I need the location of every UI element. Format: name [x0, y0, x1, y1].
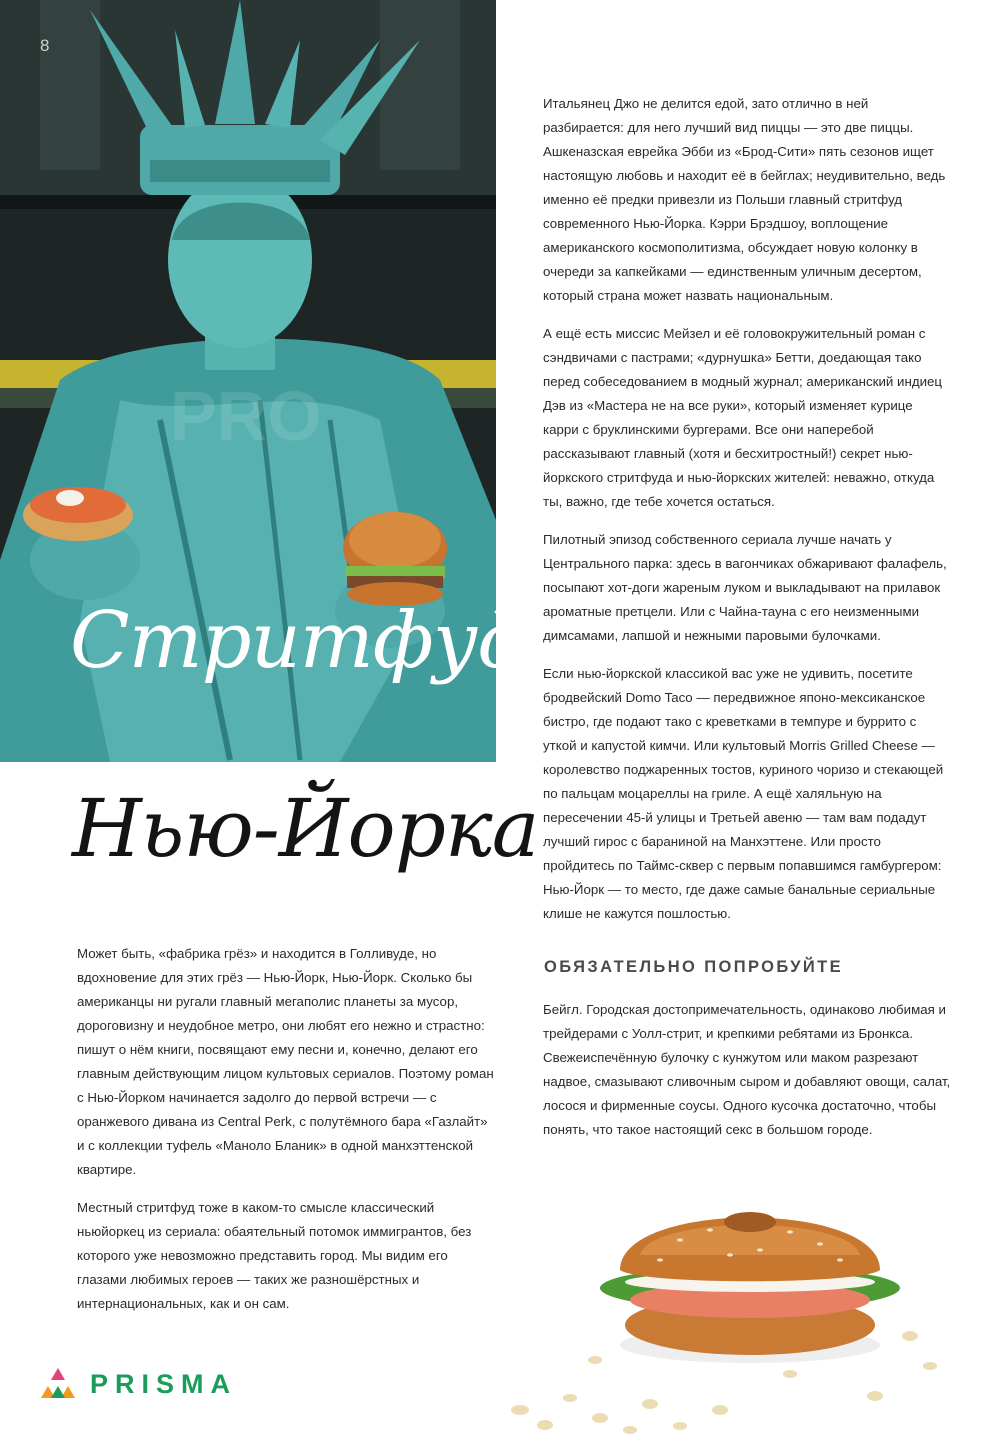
left-text-column: [77, 942, 497, 1330]
must-try-section: [543, 998, 953, 1156]
body-paragraph: Итальянец Джо не делится едой, зато отлично в ней разбирается: для него лучший вид пиццы — это две пиццы. Ашкеназская еврейка Эбби из «Брод-Сити» пять сезонов ищет настоящую любовь и находит её в бейглах; неудивительно, ведь именно её предки привезли из Польши главный стритфуд современного Нью-Йорка. Кэрри Брэдшоу, воплощение американского космополитизма, обсуждает новую колонку в очереди за капкейками — единственным уличным десертом, который страна может назвать национальным.: [543, 96, 946, 303]
headline-line-2: Нью-Йорка: [72, 782, 539, 875]
intro-paragraph: Местный стритфуд тоже в каком-то смысле классический ньюйоркец из сериала: обаятельный потомок иммигрантов, без которого уже невозможно представить город. Мы видим его глазами любимых героев — таких же разношёрстных и интернациональных, как и он сам.: [77, 1200, 472, 1311]
svg-text:PRO: PRO: [170, 377, 322, 455]
prisma-logo: [38, 1366, 268, 1402]
logo-wordmark: PRISMA: [90, 1369, 238, 1399]
body-paragraph: Пилотный эпизод собственного сериала лучше начать у Центрального парка: здесь в вагончиках обжаривают фалафель, посыпают хот-доги жареным луком и выкладывают на прилавок ароматные претцели. Или с Чайна-тауна с его неизменными димсамами, лапшой и нежными паровыми булочками.: [543, 532, 947, 643]
right-text-column: [543, 92, 948, 940]
sesame-seeds-decoration: [490, 1300, 1000, 1438]
prisma-triangles-icon: [38, 1366, 78, 1402]
body-paragraph: Если нью-йоркской классикой вас уже не удивить, посетите бродвейский Domo Taco — передвижное японо-мексиканское бистро, где подают тако с креветками в темпуре и буррито с уткой и капустой кимчи. Или культовый Morris Grilled Cheese — королевство поджаренных тостов, куриного чоризо и стекающей по пальцам моцареллы на гриле. А ещё халяльную на пересечении 45-й улицы и Третьей авеню — там вам подадут лучший гирос с бараниной на Манхэттене. Или просто пройдитесь по Таймс-сквер с первым попавшимся гамбургером: Нью-Йорк — то место, где даже самые банальные сериальные клише не кажутся пошлостью.: [543, 666, 944, 921]
page-number: 8: [40, 36, 51, 55]
intro-paragraph: Может быть, «фабрика грёз» и находится в Голливуде, но вдохновение для этих грёз — Нью-Йорк, Нью-Йорк. Сколько бы американцы ни ругали главный мегаполис планеты за мусор, дороговизну и неудобное метро, они любят его нежно и страстно: пишут о нём книги, посвящают ему песни и, конечно, делают его главным действующим лицом культовых сериалов. Поэтому роман с Нью-Йорком начинается задолго до первой встречи — с оранжевого дивана из Central Perk, с полутёмного бара «Газлайт» и с коллекции туфель «Маноло Бланик» в одной манхэттенской квартире.: [77, 946, 494, 1177]
must-try-text: Бейгл. Городская достопримечательность, одинаково любимая и трейдерами с Уолл-стрит, и крепкими ребятами из Бронкса. Свежеиспечённую булочку с кунжутом или маком разрезают надвое, смазывают сливочным сыром и добавляют овощи, салат, лосося и фирменные соусы. Одного кусочка достаточно, чтобы понять, что такое настоящий секс в большом городе.: [543, 1002, 951, 1137]
headline-line-1: Стритфуд: [70, 596, 526, 686]
must-try-heading: ОБЯЗАТЕЛЬНО ПОПРОБУЙТЕ: [544, 958, 844, 976]
body-paragraph: А ещё есть миссис Мейзел и её головокружительный роман с сэндвичами с пастрами; «дурнушка» Бетти, доедающая тако перед собеседованием в модный журнал; американский индиец Дэв из «Мастера не на все руки», который изменяет курице карри с бруклинскими бургерами. Все они наперебой рассказывают главный (хотя и бесхитростный!) секрет нью-йоркского стритфуда и нью-йоркских жителей: неважно, откуда ты, важно, где тебе хочется остаться.: [543, 326, 943, 509]
